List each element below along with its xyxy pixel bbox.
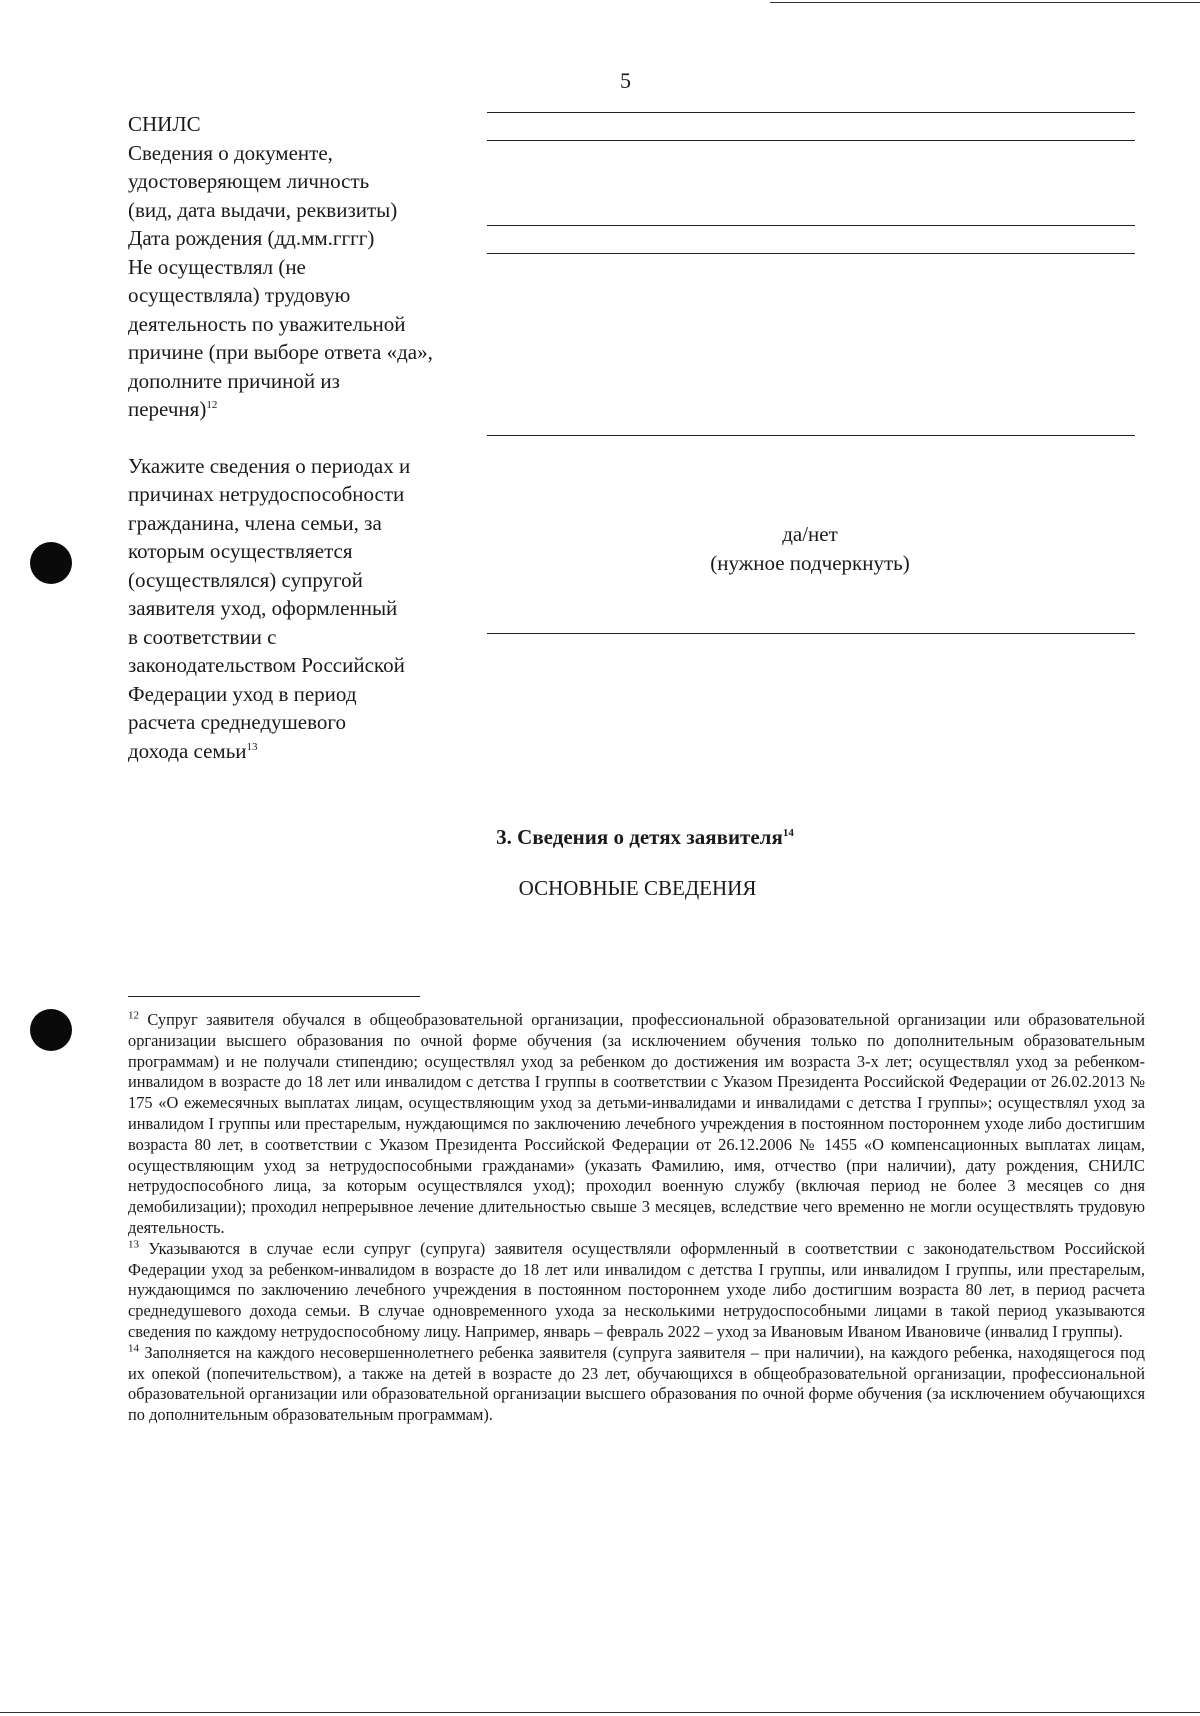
footnote-14 bbox=[128, 1343, 1145, 1426]
care-line-10: расчета среднедушевого bbox=[128, 710, 346, 734]
footnote-number: 14 bbox=[128, 1342, 139, 1355]
identity-doc-details-line[interactable] bbox=[487, 225, 1135, 226]
care-line-11 bbox=[128, 737, 488, 766]
section-title-text: 3. Сведения о детях заявителя bbox=[496, 825, 783, 849]
care-line-9: Федерации уход в период bbox=[128, 681, 357, 706]
section-subtitle: ОСНОВНЫЕ СВЕДЕНИЯ bbox=[518, 876, 757, 900]
identity-doc-line-1: Сведения о документе, bbox=[128, 140, 333, 165]
scan-edge-top bbox=[770, 2, 1200, 3]
snils-input-line[interactable] bbox=[487, 112, 1135, 113]
care-line-8: законодательством Российской bbox=[128, 653, 405, 677]
care-line-1: Укажите сведения о периодах и bbox=[128, 453, 411, 478]
no-work-line-1: Не осуществлял (не bbox=[128, 254, 306, 279]
footnote-text: Заполняется на каждого несовершеннолетнего ребенка заявителя (супруга заявителя – при наличии), на каждого ребенка, находящегося под их опекой (попечительством), а также на детей в возрасте до 23 лет, обучающихся в общеобразовательной организации, профессиональной образовательной организации или образовательной организации высшего образования по очной форме обучения (за исключением обучающихся по дополнительным образовательным программам). bbox=[128, 1342, 1145, 1425]
care-line-7: в соответствии с bbox=[128, 624, 277, 649]
footnote-text: Супруг заявителя обучался в общеобразовательной организации, профессиональной образовательной организации или образовательной организации высшего образования по очной форме обучения (за исключением обучения только по дополнительным образовательным программам) и не получали стипендию; осуществлял уход за ребенком до достижения им возраста 3-х лет; осуществлял уход за ребенком-инвалидом в возрасте до 18 лет или инвалидом с детства I группы в соответствии с Указом Президента Российской Федерации от 26.02.2013 № 175 «О ежемесячных выплатах лицам, осуществляющим уход за детьми-инвалидами и инвалидами с детства I группы»; осуществлял уход за инвалидом I группы или престарелым, нуждающимся по заключению лечебного учреждения в постоянном постороннем уходе либо достигшим возраста 80 лет, в соответствии с Указом Президента Российской Федерации от 26.12.2006 № 1455 «О компенсационных выплатах лицам, осуществляющим уход за нетрудоспособными гражданами» (указать Фамилию, имя, отчество (при наличии), дату рождения, СНИЛС нетрудоспособного лица, за которым осуществлялся уход); проходил военную службу (включая период не более 3 месяцев со дня демобилизации); проходил непрерывное лечение длительностью свыше 3 месяцев, вследствие чего временно не могли осуществлять трудовую деятельность. bbox=[128, 1010, 1145, 1237]
care-line-4: которым осуществляется bbox=[128, 539, 353, 563]
no-work-line-6 bbox=[128, 395, 488, 424]
footnotes bbox=[128, 1010, 1145, 1426]
birth-date-input-line[interactable] bbox=[487, 253, 1135, 254]
punch-hole-bottom bbox=[30, 1009, 72, 1051]
footnote-ref-13: 13 bbox=[246, 740, 258, 753]
no-work-input-line[interactable] bbox=[487, 435, 1135, 436]
care-input-line[interactable] bbox=[487, 633, 1135, 634]
yes-no-hint: (нужное подчеркнуть) bbox=[710, 550, 910, 575]
footnote-text: Указываются в случае если супруг (супруга) заявителя осуществляли оформленный в соответствии с законодательством Российской Федерации уход за ребенком-инвалидом в возрасте до 18 лет или инвалидом с детства I группы, или инвалидом I группы, или престарелым, нуждающимся по заключению лечебного учреждения в постоянном постороннем уходе либо достигшим возраста 80 лет, в период расчета среднедушевого дохода семьи. В случае одновременного ухода за несколькими нетрудоспособными лицами в такой период указываются сведения по каждому нетрудоспособному лицу. Например, январь – февраль 2022 – уход за Ивановым Иваном Ивановиче (инвалид I группы). bbox=[128, 1238, 1145, 1341]
footnote-number: 12 bbox=[128, 1009, 139, 1022]
yes-no-options[interactable]: да/нет bbox=[782, 522, 838, 546]
care-line-6: заявителя уход, оформленный bbox=[128, 596, 398, 620]
identity-doc-line-3: (вид, дата выдачи, реквизиты) bbox=[128, 197, 398, 222]
identity-doc-line-2: удостоверяющем личность bbox=[128, 169, 370, 193]
yes-no-choice[interactable] bbox=[630, 520, 990, 577]
applicant-fields bbox=[128, 110, 488, 765]
snils-label: СНИЛС bbox=[128, 112, 201, 136]
birth-date-label: Дата рождения (дд.мм.гггг) bbox=[128, 226, 375, 250]
care-line-5: (осуществлялся) супругой bbox=[128, 567, 363, 592]
care-line-2: причинах нетрудоспособности bbox=[128, 482, 405, 506]
no-work-line-3: деятельность по уважительной bbox=[128, 311, 406, 336]
no-work-line-4: причине (при выборе ответа «да», bbox=[128, 340, 433, 364]
no-work-line-5: дополните причиной из bbox=[128, 368, 340, 393]
scan-edge-bottom bbox=[0, 1712, 1200, 1713]
footnote-ref-12: 12 bbox=[206, 399, 218, 411]
footnote-12 bbox=[128, 1010, 1145, 1239]
care-line-3: гражданина, члена семьи, за bbox=[128, 510, 382, 535]
footnote-number: 13 bbox=[128, 1238, 139, 1251]
punch-hole-top bbox=[30, 542, 72, 584]
section-title bbox=[0, 825, 1200, 850]
care-last: дохода семьи bbox=[128, 738, 247, 763]
footnote-ref-14: 14 bbox=[782, 827, 794, 839]
page-number: 5 bbox=[620, 68, 631, 93]
no-work-line-2: осуществляла) трудовую bbox=[128, 283, 351, 307]
footnote-separator bbox=[128, 996, 420, 997]
identity-doc-input-line[interactable] bbox=[487, 140, 1135, 141]
footnote-13 bbox=[128, 1239, 1145, 1343]
no-work-last: перечня) bbox=[128, 397, 207, 421]
